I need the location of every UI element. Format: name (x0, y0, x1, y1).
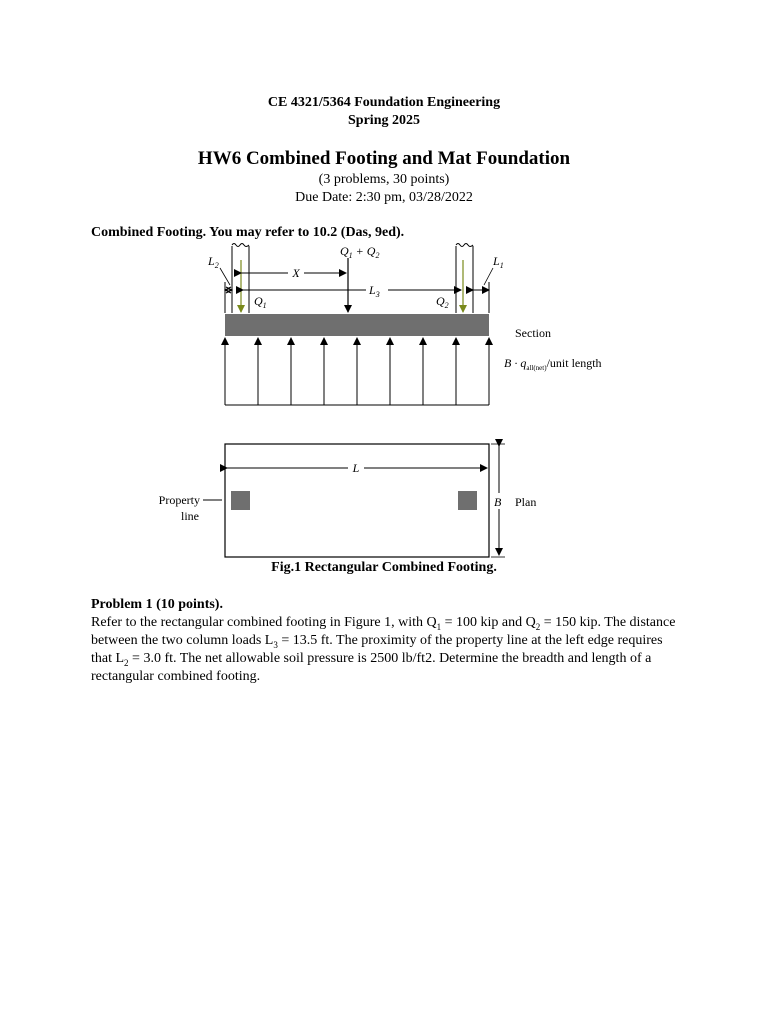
assignment-title: HW6 Combined Footing and Mat Foundation (197, 148, 571, 169)
l-label: L (352, 461, 360, 475)
term: Spring 2025 (348, 113, 420, 128)
q2-label: $Q_2$ (436, 294, 449, 310)
section-intro: Combined Footing. You may refer to 10.2 (Das, 9ed). (91, 225, 405, 240)
l3-label: $L_3$ (369, 283, 380, 299)
q1-plus-q2-label: $Q_1 + Q_2$ (340, 244, 380, 260)
l2-label: $L_2$ (208, 254, 219, 270)
soil-pressure-arrows (225, 338, 489, 405)
problems-points: (3 problems, 30 points) (318, 172, 450, 187)
problem-1-text: Refer to the rectangular combined footing in Figure 1, with $Q_1 = 100$ kip and $Q_2 = 150$ kip. The distance between the two column loads $L_3 = 13.5$ ft. The proximity of the property line at the left edge requires that $L_2 = 3.0$ ft. The net allowable soil pressure is 2500 lb/ft2. Determine the breadth and length of a rectangular combined footing. (91, 615, 676, 684)
plan-label: Plan (515, 495, 537, 509)
document-header (0, 94, 768, 130)
problem-1-title: Problem 1 (10 points). (91, 597, 223, 612)
footing-section (225, 314, 489, 336)
combined-footing-figure (140, 240, 630, 562)
property-line-label-2: line (181, 509, 199, 523)
assignment-meta (0, 171, 768, 207)
b-label: B (494, 495, 502, 509)
soil-pressure-label: $B \cdot q_{all(net)}$/unit length (504, 356, 602, 372)
q1-label: $Q_1$ (254, 294, 267, 310)
left-column-plan (231, 491, 250, 510)
right-column-plan (458, 491, 477, 510)
right-column (456, 244, 473, 314)
figure-caption: Fig.1 Rectangular Combined Footing. (271, 560, 497, 575)
l1-label: $L_1$ (493, 254, 504, 270)
course-title: CE 4321/5364 Foundation Engineering (267, 95, 501, 110)
x-label: X (292, 266, 300, 280)
footing-diagram (140, 240, 630, 562)
property-line-label: Property (158, 493, 200, 507)
section-label: Section (515, 326, 551, 340)
due-date: Due Date: 2:30 pm, 03/28/2022 (295, 190, 473, 205)
